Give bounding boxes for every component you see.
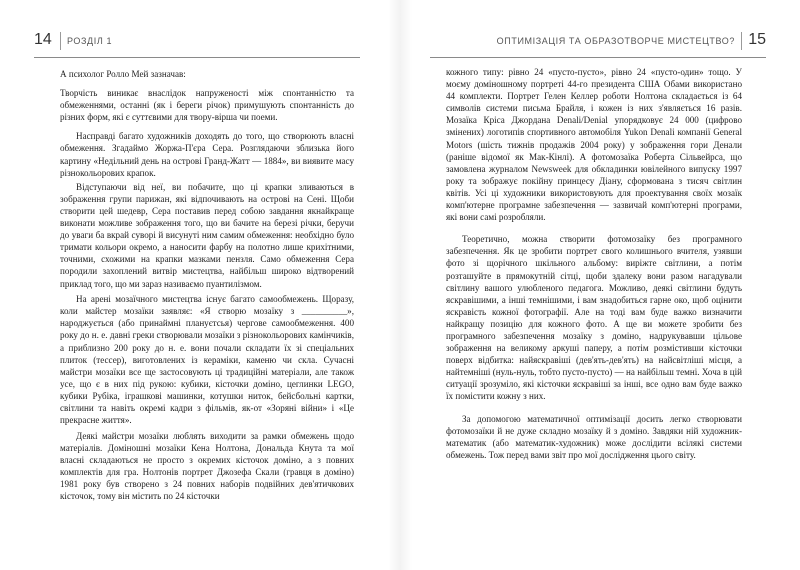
paragraph: За допомогою математичної оптимізації досить легко створювати фотомозаїки й не дуже складно мозаїку й з доміно. Завдяки ній художник-математик (або математик-художник) може дослідити всілякі системи обмежень. Тож перед вами звіт про мої дослідження цього світу. [446, 413, 742, 460]
right-page-number: 15 [748, 31, 766, 48]
left-text-column [60, 68, 354, 506]
paragraph: Насправді багато художників доходять до того, що створюють власні обмеження. Згадаймо Жоржа-П'єра Сера. Розглядаючи зблизька його картину «Недільний день на острові Гранд-Жатт — 1884», ви виявите масу різнокольорових крапок. [60, 131, 354, 178]
header-rule [34, 57, 360, 58]
left-page-number: 14 [34, 31, 52, 48]
header-separator [60, 32, 61, 50]
left-running-head: РОЗДІЛ 1 [67, 36, 113, 46]
paragraph: А психолог Ролло Мей зазначав: [60, 69, 186, 79]
paragraph: Відступаючи від неї, ви побачите, що ці крапки зливаються в зображення групи парижан, які відпочивають на острові на Сені. Щоби створити цей шедевр, Сера поставив перед собою завдання якнайкраще виконати можливе зображення того, що ви бачите на березі річки, беручи до уваги ба вкрай суворі й висунуті ним самим обмеження: необхідно було тримати кольори окремо, а наносити фарбу на полотно лише крихітними, точними, схожими на крапки мазками пензля. Само обмеження Сера породили захоплений витвір мистецтва, найбільш широко відтворений приклад того, що ми зараз називаємо пуантилізмом. [60, 181, 354, 289]
right-page-header [430, 30, 766, 58]
block-quote: Творчість виникає внаслідок напруженості між спонтанністю та обмеженнями, останні (як і береги річок) примушують спонтанність до різних форм, які є суттєвими для твору-вірша чи поеми. [60, 88, 354, 123]
left-page-header [34, 30, 360, 58]
paragraph: кожного типу: рівно 24 «пусто-пусто», рівно 24 «пусто-один» тощо. У моєму доміношному портреті 44-го президента США Обами використано 44 комплекти. Портрет Гелен Келлер роботи Нолтона складається із 64 символів системи письма Брайля, і кожен із них з'являється 16 разів. Мозаїка Кріса Джордана Denali/Denial упорядковує 24 000 (цифрово змінених) логотипів спортивного автомобіля Yukon Denali компанії General Motors (шість тижнів продажів 2004 року) у зображення гори Денали (раніше відомої як Мак-Кінлі). А фотомозаїка Роберта Сільвейрса, що замовлена журналом Newsweek для обкладинки ювілейного випуску 1997 року та зображує покійну принцесу Діану, сформована з тисяч світлин квітів. Усі ці художники використовують для проектування своїх мозаїк комп'ютерне програмне забезпечення — зазвичай комп'ютерні програми, які вони самі розробляли. [446, 67, 742, 223]
right-running-head: ОПТИМІЗАЦІЯ ТА ОБРАЗОТВОРЧЕ МИСТЕЦТВО? [496, 36, 735, 46]
paragraph: На арені мозаїчного мистецтва існує багато самообмежень. Щоразу, коли майстер мозаїки заявляє: «Я створю мозаїку з __________», народжується (або принаймні плануєтсья) чергове самообмеження. 400 року до н. е. давні греки створювали мозаїки з різнокольорових камінчиків, а приблизно 200 року до н. е. вони почали складати їх зі спеціальних плиток (тессер), виготовлених із кераміки, каменю чи скла. Сучасні майстри мозаїки все ще застосовують ці традиційні матеріали, але також усе, що є в них під рукою: кубики, кісточки доміно, цеглинки LEGO, кубики Рубіка, іграшкові машинки, котушки ниток, бейсбольні картки, світлини та навіть окремі кадри з фільмів, як-от «Зоряні війни» і «Це прекрасне життя». [60, 294, 354, 426]
header-separator [741, 32, 742, 50]
right-page [400, 0, 800, 570]
paragraph: Деякі майстри мозаїки люблять виходити за рамки обмежень щодо матеріалів. Доміношні мозаїки Кена Нолтона, Дональда Кнута та мої власні складаються не просто з окремих кісточок доміно, а з повних комплектів для гра. Нолтонів портрет Джозефа Скали (гравця в доміно) 1981 року був створено з 24 повних наборів подвійних дев'ятичкових кісточок, тому він містить по 24 кісточки [60, 430, 354, 502]
right-text-column [446, 66, 742, 465]
paragraph: Теоретично, можна створити фотомозаїку без програмного забезпечення. Як це зробити портрет свого колишнього вчителя, узявши фото зі щорічного шкільного альбому: виріжте світлини, а потім розташуйте в прямокутній сітці, щоби здалеку вони разом нагадували світлину вашого улюбленого педагога. Можливо, деякі світлини будуть яскравішими, а інші темнішими, і вам знадобиться гарне око, щоб оцінити яскравість кожної фотографії. Але на тоді вам буде важко визначити найкращу позицію для кожного фото. А ще ви можете зробити без програмного забезпечення мозаїку з доміно, надрукувавши цільове зображення на великому аркуші паперу, а потім розмістивши кісточки поверх відбитка: найяскравіші (дев'ять-дев'ять) на найсвітліші місця, а найтемніші (нуль-нуль, тобто пусто-пусто) — на найбільш темні. Хоча в цій ситуації зрозуміло, які кісточки яскравіші за інші, все одно вам буде важко їх помістити кожну з них. [446, 234, 742, 402]
header-rule [430, 57, 766, 58]
